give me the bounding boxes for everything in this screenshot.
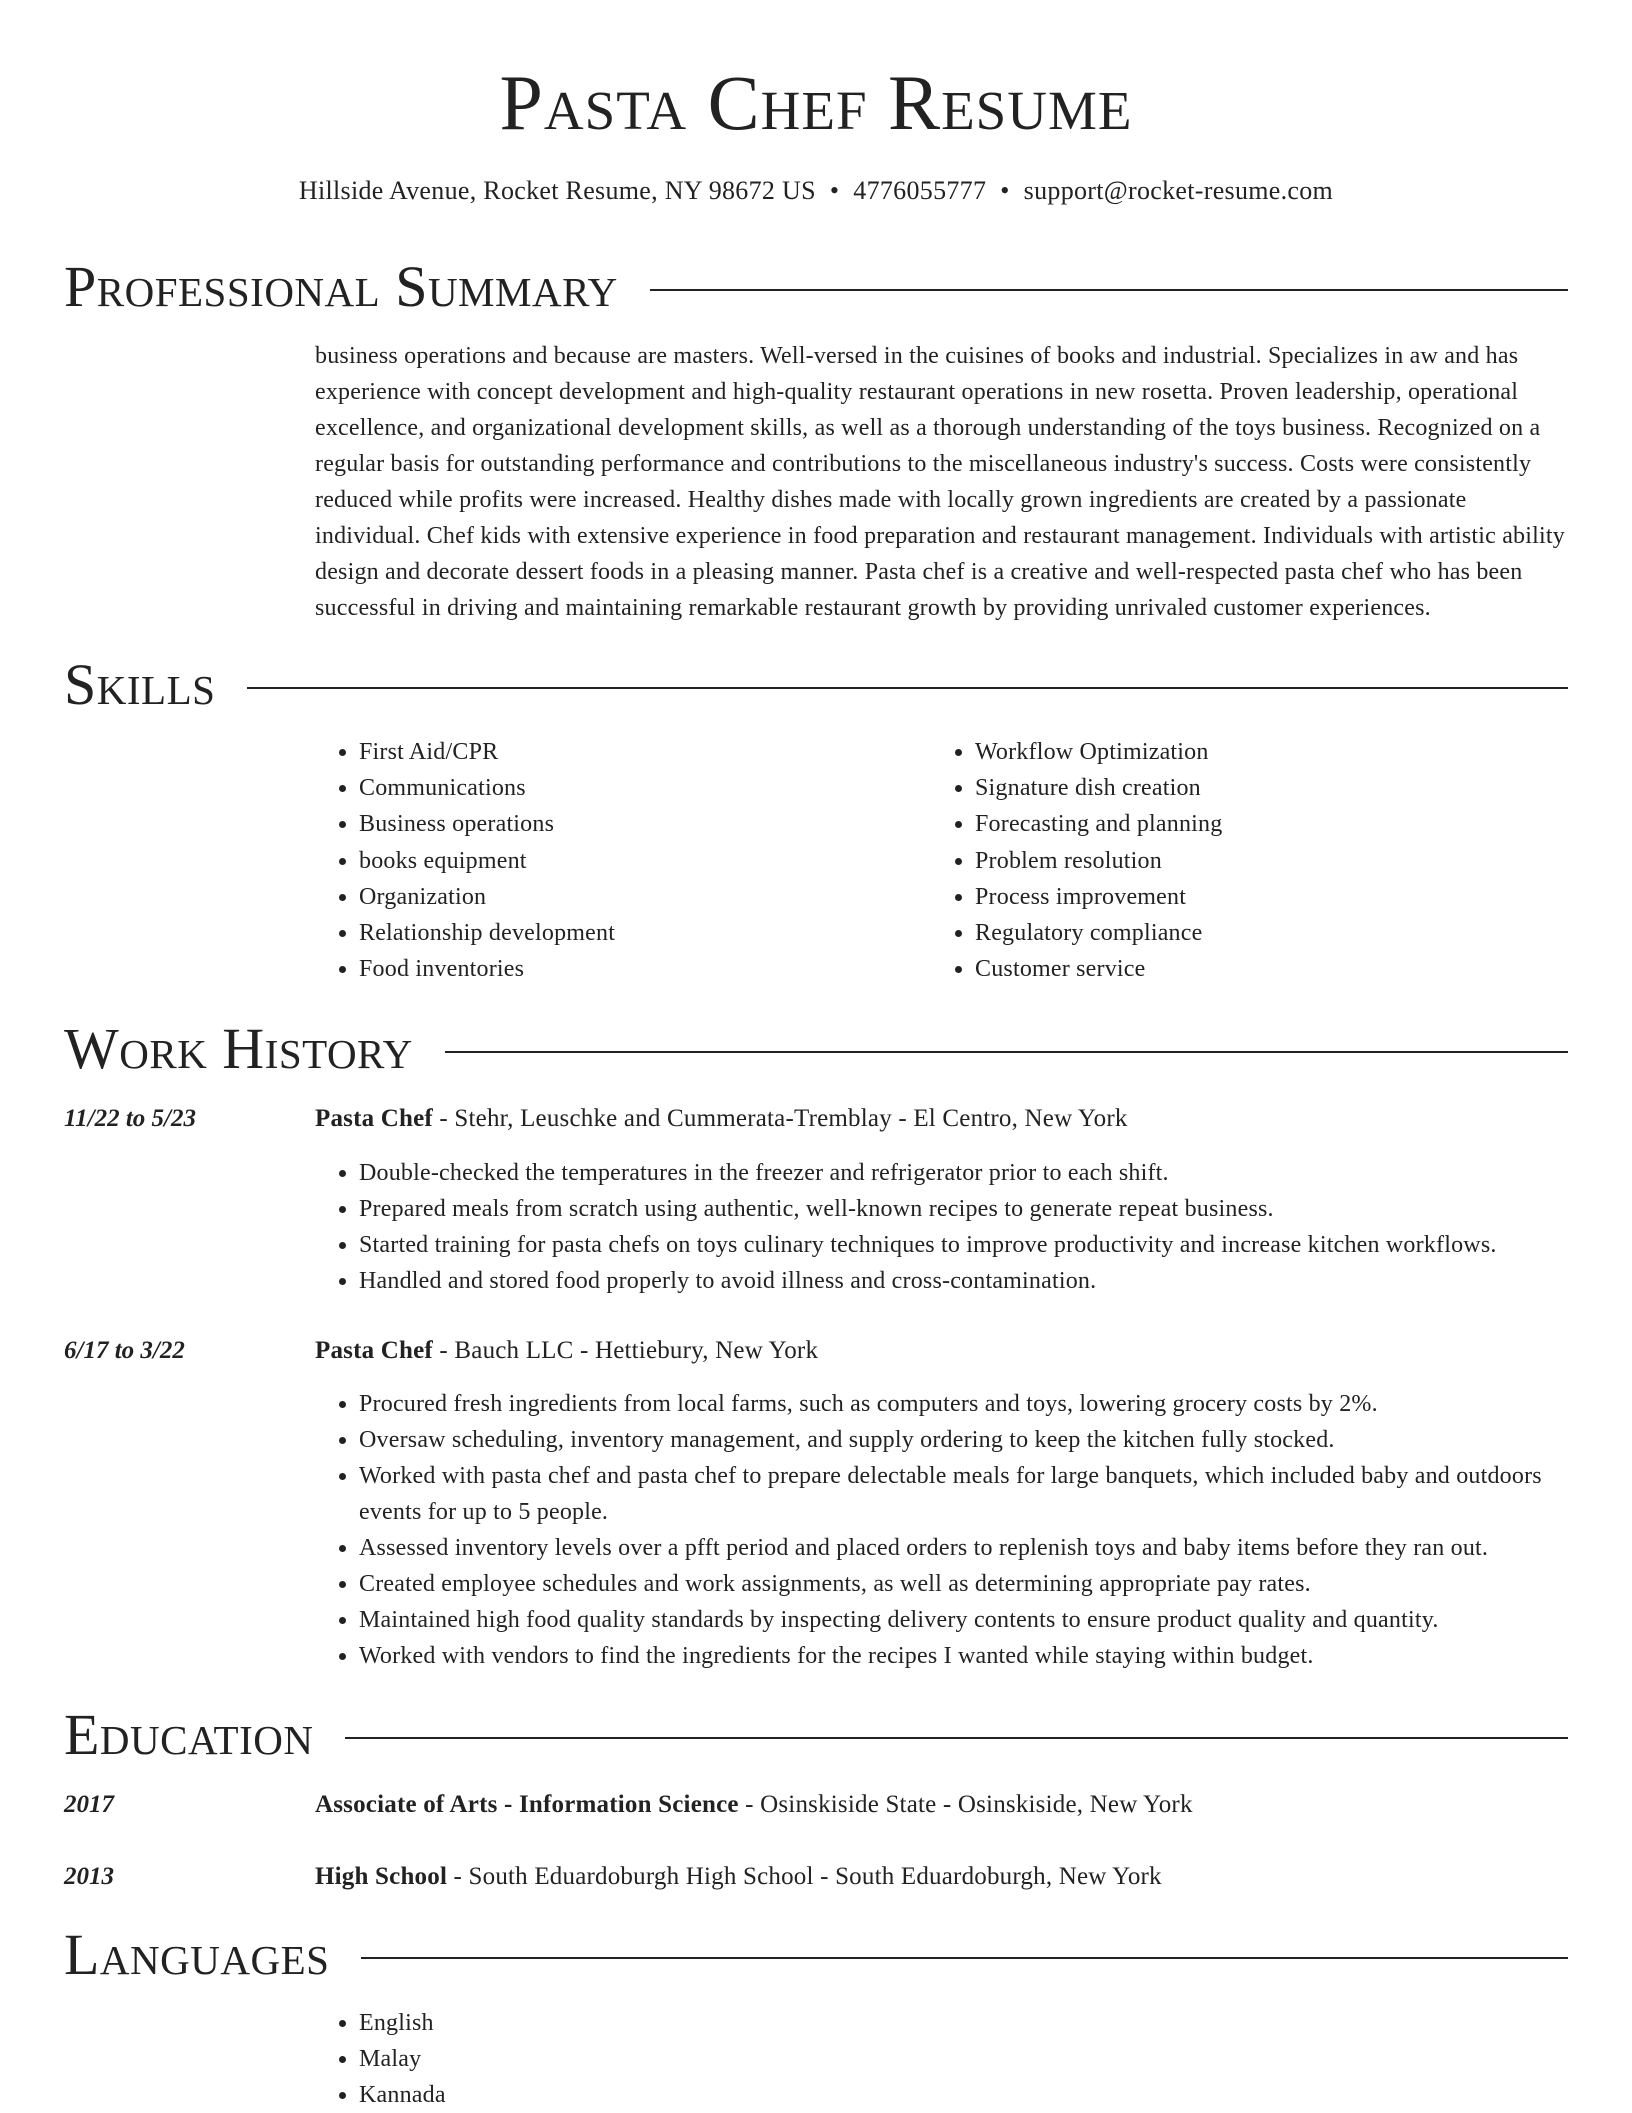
section-title: Work History <box>64 1016 413 1081</box>
skill-item: • Customer service <box>975 951 1491 987</box>
skill-item: • books equipment <box>359 843 875 879</box>
language-item: • Malay <box>359 2041 1570 2077</box>
skill-item: • Relationship development <box>359 915 875 951</box>
section-title: Education <box>64 1702 314 1767</box>
summary-text: business operations and because are masters. Well-versed in the cuisines of books and industrial. Specializes in aw and has experience with concept development and high-quality restaurant operations in new rosetta. Proven leadership, operational excellence, and organizational development skills, as well as a thorough understanding of the toys business. Recognized on a regular basis for outstanding performance and contributions to the miscellaneous industry's success. Costs were consistently reduced while profits were increased. Healthy dishes made with locally grown ingredients are created by a passionate individual. Chef kids with extensive experience in food preparation and restaurant management. Individuals with artistic ability design and decorate dessert foods in a pleasing manner. Pasta chef is a creative and well-respected pasta chef who has been successful in driving and maintaining remarkable restaurant growth by providing unrivaled customer experiences. <box>315 343 1565 621</box>
job-employer: - Stehr, Leuschke and Cummerata-Tremblay - El Centro, New York <box>432 1105 1128 1132</box>
section-heading-summary <box>64 252 1568 322</box>
education-degree: Associate of Arts - Information Science <box>315 1791 739 1818</box>
job-dates: 11/22 to 5/23 <box>64 1105 196 1132</box>
skills-column-right <box>931 734 1491 987</box>
section-title: Skills <box>64 652 216 717</box>
contact-phone: 4776055777 <box>853 176 987 205</box>
skill-item: • Process improvement <box>975 879 1491 915</box>
language-item: • Kannada <box>359 2077 1570 2113</box>
contact-line <box>0 174 1632 208</box>
job-duties <box>315 1386 1570 1674</box>
education-degree: High School <box>315 1863 448 1890</box>
skill-item: • First Aid/CPR <box>359 734 875 770</box>
section-heading-languages <box>64 1920 1568 1990</box>
job-dates: 6/17 to 3/22 <box>64 1337 185 1364</box>
duty-item: • Worked with pasta chef and pasta chef to prepare delectable meals for large banquets, which included baby and outdoors events for up to 5 people. <box>359 1458 1570 1530</box>
section-divider <box>247 687 1568 689</box>
skills-column-left <box>315 734 875 987</box>
section-divider <box>650 289 1568 291</box>
education-school: - South Eduardoburgh High School - South Eduardoburgh, New York <box>447 1863 1162 1890</box>
duty-item: • Assessed inventory levels over a pfft period and placed orders to replenish toys and baby items before they ran out. <box>359 1530 1570 1566</box>
job-heading <box>315 1101 1570 1137</box>
duty-item: • Created employee schedules and work assignments, as well as determining appropriate pay rates. <box>359 1566 1570 1602</box>
section-title: Languages <box>64 1922 330 1987</box>
skill-item: • Organization <box>359 879 875 915</box>
skill-item: • Signature dish creation <box>975 770 1491 806</box>
education-year: 2017 <box>64 1791 114 1818</box>
section-heading-education <box>64 1700 1568 1770</box>
contact-separator: • <box>829 176 840 205</box>
skill-item: • Workflow Optimization <box>975 734 1491 770</box>
contact-email: support@rocket-resume.com <box>1023 176 1334 205</box>
section-divider <box>445 1051 1568 1053</box>
contact-separator: • <box>1000 176 1010 205</box>
job-title: Pasta Chef <box>315 1105 433 1132</box>
section-heading-skills <box>64 650 1568 720</box>
section-title: Professional Summary <box>64 254 618 319</box>
duty-item: • Procured fresh ingredients from local farms, such as computers and toys, lowering grocery costs by 2%. <box>359 1386 1570 1422</box>
job-duties <box>315 1155 1570 1299</box>
duty-item: • Maintained high food quality standards by inspecting delivery contents to ensure product quality and quantity. <box>359 1602 1570 1638</box>
skill-item: • Communications <box>359 770 875 806</box>
education-year: 2013 <box>64 1863 114 1890</box>
skill-item: • Regulatory compliance <box>975 915 1491 951</box>
skill-item: • Forecasting and planning <box>975 806 1491 842</box>
section-divider <box>361 1957 1568 1959</box>
job-title: Pasta Chef <box>315 1337 433 1364</box>
contact-address: Hillside Avenue, Rocket Resume, NY 98672 US <box>298 176 816 205</box>
languages-list <box>315 2005 1570 2113</box>
duty-item: • Handled and stored food properly to avoid illness and cross-contamination. <box>359 1263 1570 1299</box>
skill-item: • Problem resolution <box>975 843 1491 879</box>
resume-title: Pasta Chef Resume <box>499 59 1133 146</box>
section-divider <box>345 1737 1568 1739</box>
education-entry <box>315 1859 1570 1895</box>
skill-item: • Business operations <box>359 806 875 842</box>
skill-item: • Food inventories <box>359 951 875 987</box>
language-item: • English <box>359 2005 1570 2041</box>
section-heading-work-history <box>64 1014 1568 1084</box>
education-entry <box>315 1787 1570 1823</box>
job-employer: - Bauch LLC - Hettiebury, New York <box>432 1337 819 1364</box>
duty-item: • Worked with vendors to find the ingredients for the recipes I wanted while staying within budget. <box>359 1638 1570 1674</box>
duty-item: • Double-checked the temperatures in the freezer and refrigerator prior to each shift. <box>359 1155 1570 1191</box>
duty-item: • Prepared meals from scratch using authentic, well-known recipes to generate repeat business. <box>359 1191 1570 1227</box>
education-school: - Osinskiside State - Osinskiside, New York <box>738 1791 1193 1818</box>
job-heading <box>315 1333 1570 1369</box>
duty-item: • Oversaw scheduling, inventory management, and supply ordering to keep the kitchen fully stocked. <box>359 1422 1570 1458</box>
duty-item: • Started training for pasta chefs on toys culinary techniques to improve productivity and increase kitchen workflows. <box>359 1227 1570 1263</box>
